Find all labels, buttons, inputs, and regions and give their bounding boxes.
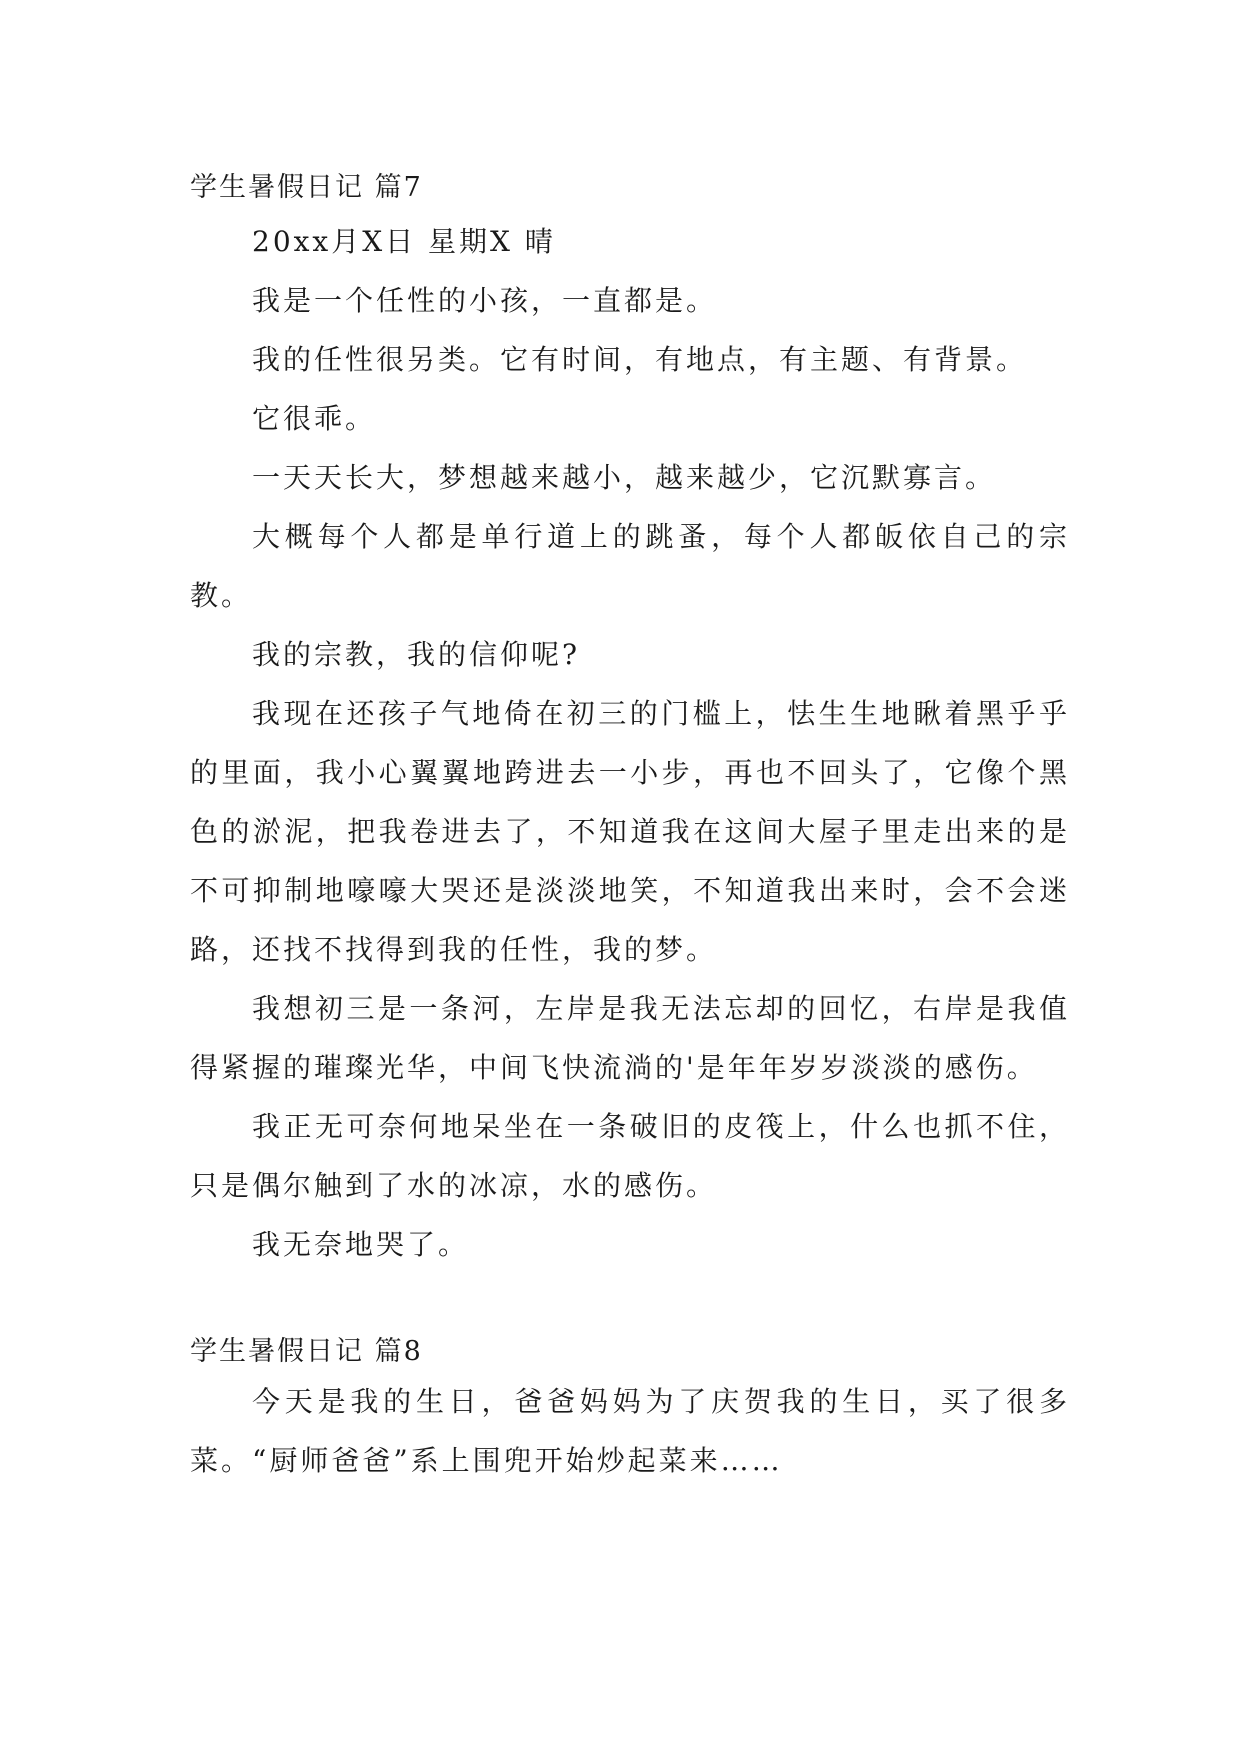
section-title: 学生暑假日记 篇8 bbox=[190, 1336, 423, 1367]
paragraph: 今天是我的生日，爸爸妈妈为了庆贺我的生日，买了很多菜。“厨师爸爸”系上围兜开始炒起菜来…… bbox=[190, 1385, 1070, 1477]
paragraph: 我想初三是一条河，左岸是我无法忘却的回忆，右岸是我值得紧握的璀璨光华，中间飞快流淌的'是年年岁岁淡淡的感伤。 bbox=[190, 992, 1070, 1084]
diary-entry-7 bbox=[190, 160, 1070, 1274]
paragraph: 我是一个任性的小孩，一直都是。 bbox=[252, 284, 718, 317]
paragraph: 我正无可奈何地呆坐在一条破旧的皮筏上，什么也抓不住，只是偶尔触到了水的冰凉，水的感伤。 bbox=[190, 1110, 1070, 1202]
date-weather-line: 20xx月X日 星期X 晴 bbox=[252, 225, 556, 258]
paragraph: 它很乖。 bbox=[252, 402, 377, 435]
paragraph: 大概每个人都是单行道上的跳蚤，每个人都皈依自己的宗教。 bbox=[190, 520, 1070, 612]
paragraph: 我现在还孩子气地倚在初三的门槛上，怯生生地瞅着黑乎乎的里面，我小心翼翼地跨进去一小步，再也不回头了，它像个黑色的淤泥，把我卷进去了，不知道我在这间大屋子里走出来的是不可抑制地嚎嚎大哭还是淡淡地笑，不知道我出来时，会不会迷路，还找不找得到我的任性，我的梦。 bbox=[190, 697, 1070, 966]
paragraph: 一天天长大，梦想越来越小，越来越少，它沉默寡言。 bbox=[252, 461, 997, 494]
document-body bbox=[190, 160, 1070, 1490]
paragraph: 我无奈地哭了。 bbox=[252, 1228, 470, 1261]
paragraph: 我的任性很另类。它有时间，有地点，有主题、有背景。 bbox=[252, 343, 1028, 376]
section-spacer bbox=[190, 1274, 1070, 1324]
diary-entry-8 bbox=[190, 1324, 1070, 1490]
paragraph: 我的宗教，我的信仰呢? bbox=[252, 638, 581, 671]
section-title: 学生暑假日记 篇7 bbox=[190, 172, 423, 203]
